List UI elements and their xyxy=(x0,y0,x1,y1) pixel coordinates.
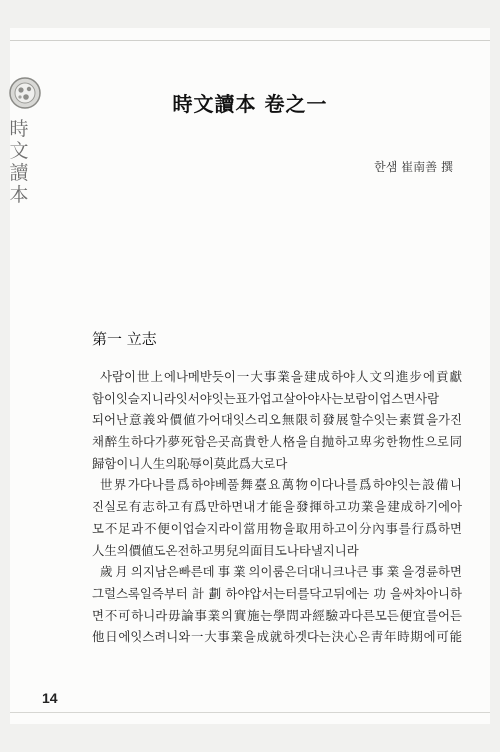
body-text xyxy=(92,366,462,648)
side-title-char: 時 xyxy=(9,118,29,140)
text-line: 歲月의지남은빠른데事業의이룸은더대니크나큰事業을경륜하면 xyxy=(100,564,462,580)
text-line: 사람이世上에나메반듯이一大事業을建成하야人文의進步에貢獻 xyxy=(100,369,462,384)
text-line: 채醉生하다가夢死함은곳高貴한人格을自抛하고卑劣한物性으로同 xyxy=(92,434,462,450)
text-line: 人生의價値도온전하고男兒의面目도나타낼지니라 xyxy=(92,542,359,558)
section-heading: 第一 立志 xyxy=(92,330,157,348)
chapter-title: 時文讀本 卷之一 xyxy=(172,92,328,116)
side-title-char: 讀 xyxy=(9,162,29,184)
side-title-char: 本 xyxy=(9,184,29,206)
side-title-char: 文 xyxy=(9,140,29,162)
text-line: 함이잇슬지니라잇서야잇는표가업고살아야사는보람이업스면사람 xyxy=(92,390,440,406)
text-line: 면不可하니라毋論事業의實施는學問과經驗과다른모든便宜를어든 xyxy=(92,607,462,623)
text-line: 그럴스록일즉부터計劃하야압서는터를닥고뒤에는功을싸차아니하 xyxy=(92,585,462,601)
header-rule xyxy=(10,40,490,41)
text-line: 진실로有志하고有爲만하면내才能을發揮하고功業을建成하기에아 xyxy=(92,499,462,515)
vertical-book-title xyxy=(8,118,30,206)
footer-rule xyxy=(10,712,490,713)
text-line: 他日에잇스려니와一大事業을成就하겟다는決心은靑年時期에可能 xyxy=(92,629,462,645)
text-line: 世界가다나를爲하야베풀舞臺요萬物이다나를爲하야잇는設備니 xyxy=(100,477,462,493)
text-line: 모不足과不便이업슬지라이當用物을取用하고이分內事를行爲하면 xyxy=(92,520,462,536)
author-line: 한샘 崔南善 撰 xyxy=(374,160,453,174)
page-number: 14 xyxy=(42,690,58,706)
text-line: 되어난意義와價値가어대잇스리오無限히發展할수잇는素質을가진 xyxy=(92,412,462,428)
text-line: 歸함이니人生의恥辱이莫此爲大로다 xyxy=(92,455,288,471)
